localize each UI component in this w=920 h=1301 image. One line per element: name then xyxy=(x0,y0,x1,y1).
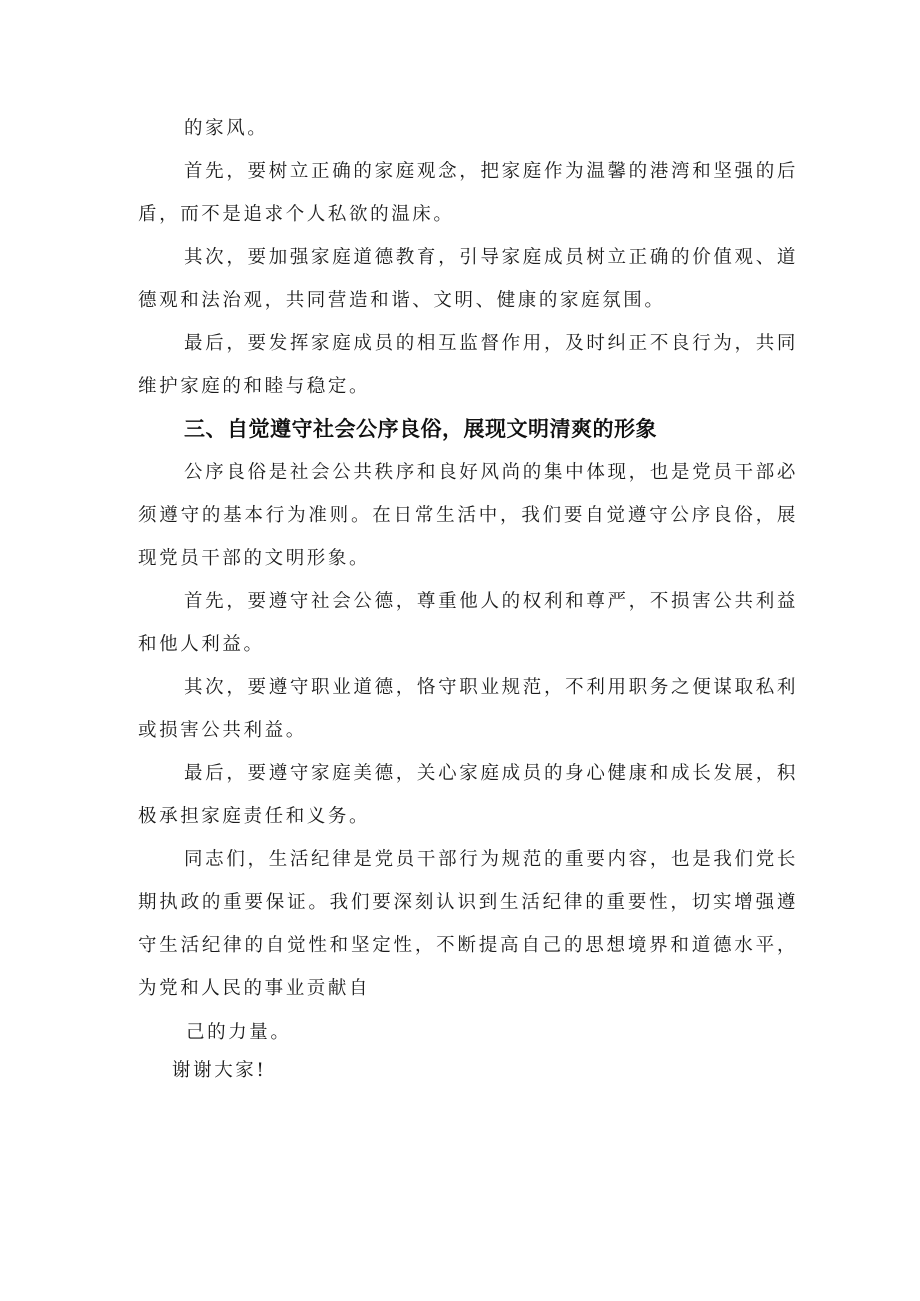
section-heading-public-order: 三、自觉遵守社会公序良俗，展现文明清爽的形象 xyxy=(184,417,657,441)
paragraph-third-family-supervision: 最后，要发挥家庭成员的相互监督作用，及时纠正不良行为，共同维护家庭的和睦与稳定。 xyxy=(138,333,798,397)
paragraph-third-family-virtue: 最后，要遵守家庭美德，关心家庭成员的身心健康和成长发展，积极承担家庭责任和义务。 xyxy=(138,763,798,827)
paragraph-second-family-education: 其次，要加强家庭道德教育，引导家庭成员树立正确的价值观、道德观和法治观，共同营造和谐、文明、健康的家庭氛围。 xyxy=(138,247,798,311)
conclusion-continuation: 己的力量。 xyxy=(186,1022,292,1043)
paragraph-conclusion: 同志们，生活纪律是党员干部行为规范的重要内容，也是我们党长期执政的重要保证。我们要深刻认识到生活纪律的重要性，切实增强遵守生活纪律的自觉性和坚定性，不断提高自己的思想境界和道德水平，为党和人民的事业贡献自 xyxy=(138,849,798,999)
document-body xyxy=(138,107,798,1090)
paragraph-family-style-end: 的家风。 xyxy=(184,118,269,139)
paragraph-public-order-intro: 公序良俗是社会公共秩序和良好风尚的集中体现，也是党员干部必须遵守的基本行为准则。在日常生活中，我们要自觉遵守公序良俗，展现党员干部的文明形象。 xyxy=(138,462,798,569)
thanks-line: 谢谢大家! xyxy=(172,1060,267,1081)
paragraph-first-family-view: 首先，要树立正确的家庭观念，把家庭作为温馨的港湾和坚强的后盾，而不是追求个人私欲的温床。 xyxy=(138,161,798,225)
paragraph-second-professional-ethics: 其次，要遵守职业道德，恪守职业规范，不利用职务之便谋取私利或损害公共利益。 xyxy=(138,677,798,741)
paragraph-first-social-morality: 首先，要遵守社会公德，尊重他人的权利和尊严，不损害公共利益和他人利益。 xyxy=(138,591,798,655)
